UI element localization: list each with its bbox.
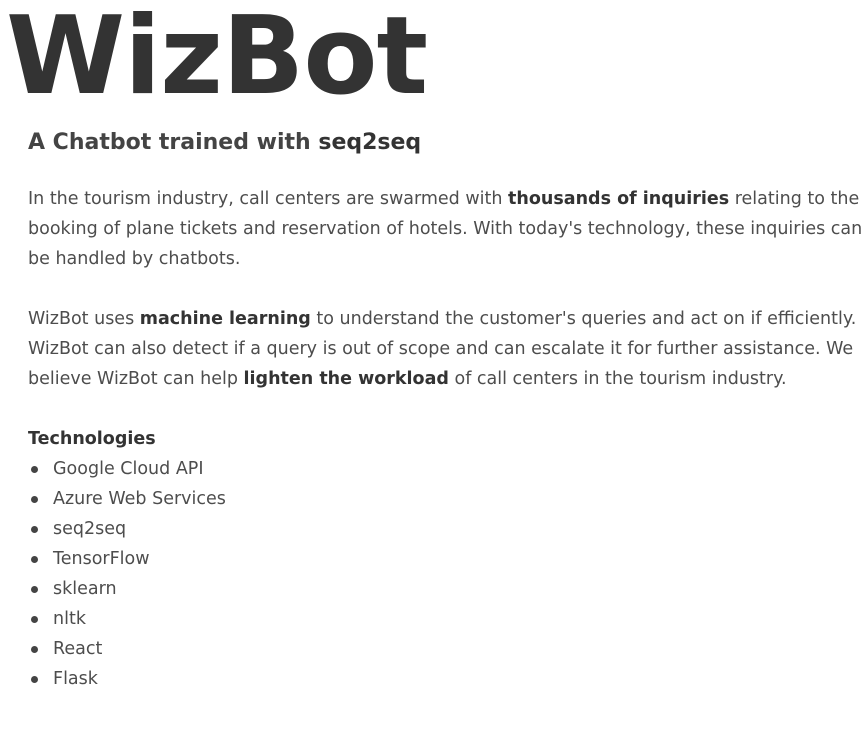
technologies-list	[28, 454, 868, 694]
technology-label: Google Cloud API	[53, 459, 204, 479]
bullet-icon	[31, 526, 38, 533]
list-item	[28, 484, 868, 514]
about-text-1: WizBot uses	[28, 309, 140, 329]
list-item	[28, 454, 868, 484]
list-item	[28, 604, 868, 634]
intro-text-1: In the tourism industry, call centers are swarmed with	[28, 189, 509, 209]
page-title: WizBot	[6, 0, 428, 119]
bullet-icon	[31, 466, 38, 473]
about-bold-1: machine learning	[139, 309, 311, 329]
intro-paragraph	[28, 184, 868, 274]
about-text-3: of call centers in the tourism industry.	[448, 369, 787, 389]
list-item	[28, 574, 868, 604]
technology-label: TensorFlow	[53, 549, 150, 569]
bullet-icon	[31, 556, 38, 563]
list-item	[28, 664, 868, 694]
about-bold-2: lighten the workload	[243, 369, 449, 389]
bullet-icon	[31, 586, 38, 593]
technology-label: Azure Web Services	[53, 489, 226, 509]
bullet-icon	[31, 616, 38, 623]
subtitle	[28, 126, 868, 160]
technology-label: Flask	[53, 669, 98, 689]
bullet-icon	[31, 676, 38, 683]
list-item	[28, 634, 868, 664]
technology-label: sklearn	[53, 579, 117, 599]
bullet-icon	[31, 496, 38, 503]
technology-label: React	[53, 639, 103, 659]
main-content	[28, 126, 868, 694]
intro-bold-1: thousands of inquiries	[508, 189, 730, 209]
technology-label: seq2seq	[53, 519, 127, 539]
technology-label: nltk	[53, 609, 86, 629]
intro-text-2: relating to the booking of plane tickets and reservation of hotels. With today's technology, these inquiries can be handled by chatbots.	[28, 189, 863, 269]
bullet-icon	[31, 646, 38, 653]
subtitle-emphasis: seq2seq	[318, 130, 422, 155]
list-item	[28, 514, 868, 544]
subtitle-text: A Chatbot trained with	[28, 130, 319, 155]
list-item	[28, 544, 868, 574]
technologies-heading: Technologies	[28, 429, 156, 449]
about-text-2: to understand the customer's queries and act on if efficiently. WizBot can also detect if a query is out of scope and can escalate it for further assistance. We believe WizBot can help	[28, 309, 857, 389]
about-paragraph	[28, 304, 868, 394]
